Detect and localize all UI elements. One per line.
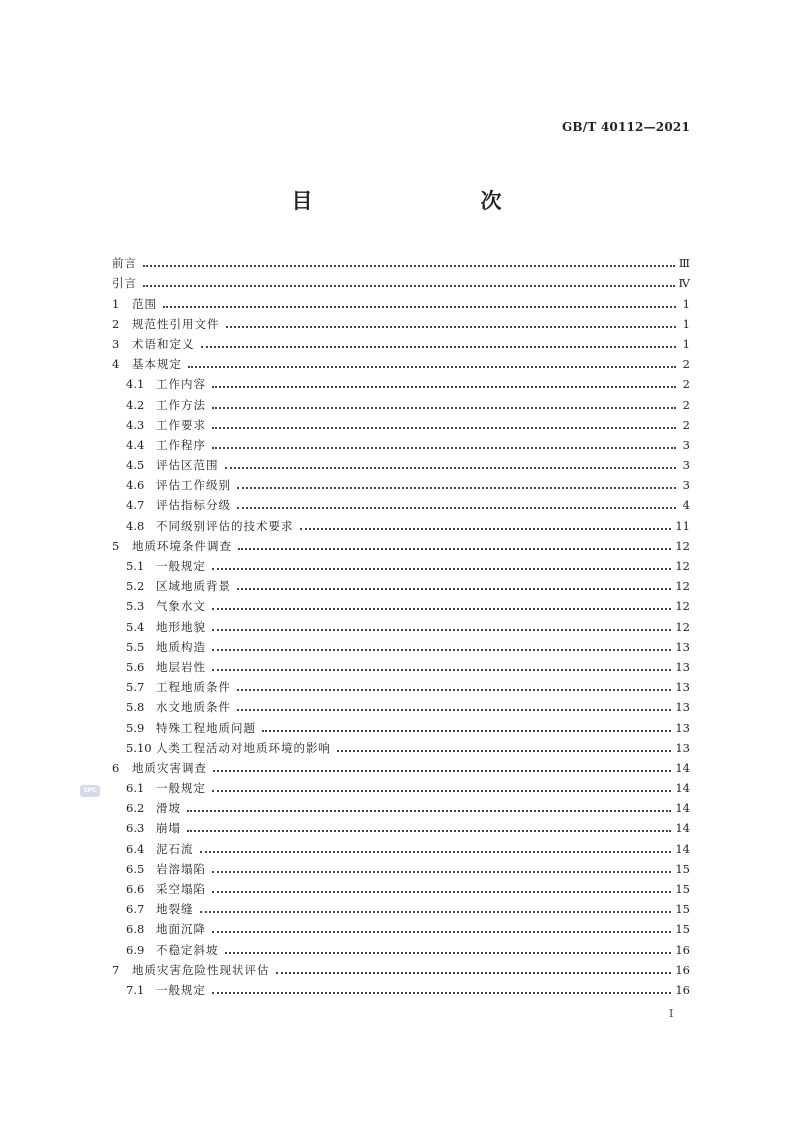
toc-leader-dots xyxy=(237,709,671,711)
toc-entry-number: 4 xyxy=(112,357,120,372)
toc-entry-label: 地裂缝 xyxy=(156,902,194,917)
toc-entry-page: 3 xyxy=(682,458,690,473)
toc-leader-dots xyxy=(212,992,671,994)
toc-entry-page: Ⅲ xyxy=(678,256,690,271)
toc-entry-number: 5.6 xyxy=(126,659,145,674)
toc-leader-dots xyxy=(188,366,676,368)
toc-entry-label: 规范性引用文件 xyxy=(132,316,220,331)
toc-entry[interactable] xyxy=(112,655,690,675)
toc-entry-number: 5.1 xyxy=(126,559,145,573)
toc-leader-dots xyxy=(187,830,671,832)
toc-entry-label: 基本规定 xyxy=(132,357,182,372)
toc-entry-page: 13 xyxy=(675,720,690,735)
toc-entry-page: 13 xyxy=(675,639,690,654)
toc-entry-number: 4.1 xyxy=(126,377,145,392)
toc-entry-number: 6 xyxy=(112,760,120,775)
toc-entry-label: 崩塌 xyxy=(156,821,181,836)
toc-entry-number: 7.1 xyxy=(126,982,145,997)
toc-entry-number: 4.8 xyxy=(126,518,145,533)
toc-entry-label: 一般规定 xyxy=(156,559,206,573)
toc-entry-page: 14 xyxy=(675,801,690,816)
toc-leader-dots xyxy=(212,790,671,792)
toc-leader-dots xyxy=(212,447,676,449)
toc-leader-dots xyxy=(237,487,676,489)
toc-entry-page: 2 xyxy=(682,357,690,372)
toc-entry-number: 5.7 xyxy=(126,680,145,695)
toc-entry-number: 5 xyxy=(112,538,120,553)
toc-entry-number: 6.2 xyxy=(126,801,145,816)
toc-entry[interactable] xyxy=(112,695,690,715)
standard-code: GB/T 40112—2021 xyxy=(561,120,690,134)
toc-entry-label: 一般规定 xyxy=(156,781,206,796)
toc-entry-number: 1 xyxy=(112,296,120,311)
toc-entry-page: 1 xyxy=(682,316,690,331)
toc-entry-page: 16 xyxy=(675,982,690,997)
toc-entry-label: 滑坡 xyxy=(156,801,181,816)
toc-entry-number: 5.4 xyxy=(126,619,145,634)
toc-entry[interactable] xyxy=(112,534,690,554)
toc-leader-dots xyxy=(225,952,672,954)
toc-entry-page: 2 xyxy=(682,417,690,432)
toc-entry[interactable] xyxy=(112,594,690,614)
toc-entry-page: 1 xyxy=(682,336,690,351)
toc-entry-number: 4.5 xyxy=(126,458,145,473)
toc-entry-page: 2 xyxy=(682,397,690,412)
toc-entry-label: 工作内容 xyxy=(156,377,206,392)
toc-entry-page: 12 xyxy=(675,599,690,614)
toc-entry-page: 1 xyxy=(682,296,690,311)
toc-leader-dots xyxy=(237,689,671,691)
toc-entry[interactable] xyxy=(112,776,690,796)
toc-leader-dots xyxy=(225,467,677,469)
toc-entry[interactable] xyxy=(112,433,690,453)
watermark-logo: SPC xyxy=(80,785,100,797)
toc-entry[interactable] xyxy=(112,857,690,877)
toc-entry-label: 工程地质条件 xyxy=(156,680,231,695)
toc-entry[interactable] xyxy=(112,332,690,352)
toc-entry[interactable] xyxy=(112,635,690,655)
toc-entry-number: 6.7 xyxy=(126,902,145,917)
toc-entry[interactable] xyxy=(112,574,690,594)
toc-entry-page: 13 xyxy=(675,700,690,715)
toc-leader-dots xyxy=(212,568,671,570)
toc-entry-page: 14 xyxy=(675,760,690,775)
toc-entry-number: 2 xyxy=(112,316,120,331)
toc-leader-dots xyxy=(212,931,671,933)
toc-leader-dots xyxy=(143,265,675,267)
toc-entry-label: 一般规定 xyxy=(156,982,206,997)
toc-leader-dots xyxy=(212,669,671,671)
toc-leader-dots xyxy=(212,608,671,610)
toc-leader-dots xyxy=(300,528,672,530)
toc-leader-dots xyxy=(213,770,671,772)
toc-leader-dots xyxy=(276,972,672,974)
toc-leader-dots xyxy=(212,407,676,409)
toc-entry-page: 12 xyxy=(675,538,690,553)
toc-entry-page: 14 xyxy=(675,821,690,836)
toc-entry-page: 16 xyxy=(675,942,690,957)
toc-leader-dots xyxy=(163,306,676,308)
toc-entry-number: 5.9 xyxy=(126,720,145,735)
toc-entry-number: 4.6 xyxy=(126,478,145,493)
toc-entry-label: 评估区范围 xyxy=(156,458,219,473)
toc-leader-dots xyxy=(200,851,672,853)
toc-entry-page: 12 xyxy=(675,559,690,573)
toc-entry[interactable] xyxy=(112,493,690,513)
toc-entry[interactable] xyxy=(112,453,690,473)
toc-entry-page: 15 xyxy=(675,882,690,896)
toc-entry[interactable] xyxy=(112,352,690,372)
toc-entry[interactable] xyxy=(112,614,690,634)
toc-entry[interactable] xyxy=(112,271,690,291)
toc-entry[interactable] xyxy=(112,796,690,816)
toc-entry-label: 引言 xyxy=(112,276,137,291)
toc-entry-number: 7 xyxy=(112,962,120,977)
toc-leader-dots xyxy=(212,386,676,388)
toc-entry-number: 5.8 xyxy=(126,700,145,715)
toc-entry-number: 6.6 xyxy=(126,882,145,896)
toc-entry-label: 采空塌陷 xyxy=(156,882,206,896)
toc-entry-number: 4.2 xyxy=(126,397,145,412)
toc-entry-label: 地层岩性 xyxy=(156,659,206,674)
toc-entry-page: 2 xyxy=(682,377,690,392)
toc-entry-page: 12 xyxy=(675,579,690,594)
toc-entry-label: 评估工作级别 xyxy=(156,478,231,493)
toc-entry-page: 3 xyxy=(682,478,690,493)
toc-entry-page: 13 xyxy=(675,740,690,755)
toc-entry-label: 不同级别评估的技术要求 xyxy=(156,518,294,533)
toc-leader-dots xyxy=(212,891,671,893)
toc-entry-label: 气象水文 xyxy=(156,599,206,614)
toc-entry-number: 5.10 xyxy=(126,740,152,755)
toc-entry-label: 特殊工程地质问题 xyxy=(156,720,256,735)
toc-entry-label: 地质灾害危险性现状评估 xyxy=(132,962,270,977)
toc-entry-page: 15 xyxy=(675,902,690,917)
toc-leader-dots xyxy=(212,427,676,429)
toc-entry-page: Ⅳ xyxy=(678,276,690,291)
toc-entry-page: 14 xyxy=(675,781,690,796)
toc-entry[interactable] xyxy=(112,756,690,776)
toc-entry-page: 13 xyxy=(675,680,690,695)
toc-entry[interactable] xyxy=(112,513,690,533)
toc-entry-number: 5.2 xyxy=(126,579,145,594)
toc-entry-label: 不稳定斜坡 xyxy=(156,942,219,957)
toc-entry-label: 范围 xyxy=(132,296,157,311)
toc-entry[interactable] xyxy=(112,312,690,332)
toc-entry-page: 4 xyxy=(682,498,690,513)
toc-entry-label: 地质灾害调查 xyxy=(132,760,207,775)
toc-leader-dots xyxy=(212,629,671,631)
toc-entry-page: 11 xyxy=(675,518,690,533)
toc-entry[interactable] xyxy=(112,897,690,917)
toc-entry[interactable] xyxy=(112,917,690,937)
toc-entry-number: 6.5 xyxy=(126,861,145,876)
toc-entry-label: 岩溶塌陷 xyxy=(156,861,206,876)
toc-entry-number: 6.9 xyxy=(126,942,145,957)
toc-entry-page: 12 xyxy=(675,619,690,634)
toc-entry[interactable] xyxy=(112,372,690,392)
toc-entry[interactable] xyxy=(112,675,690,695)
toc-leader-dots xyxy=(212,871,671,873)
toc-leader-dots xyxy=(237,507,676,509)
toc-entry-label: 地质构造 xyxy=(156,639,206,654)
toc-entry-number: 6.8 xyxy=(126,922,145,937)
toc-entry-label: 工作要求 xyxy=(156,417,206,432)
toc-entry[interactable] xyxy=(112,736,690,756)
toc-entry-number: 4.7 xyxy=(126,498,145,513)
toc-entry-number: 6.4 xyxy=(126,841,145,856)
toc-entry-label: 地质环境条件调查 xyxy=(132,538,232,553)
toc-entry[interactable] xyxy=(112,392,690,412)
toc-entry-number: 4.4 xyxy=(126,437,145,452)
toc-entry-page: 14 xyxy=(675,841,690,856)
toc-leader-dots xyxy=(226,326,677,328)
toc-entry[interactable] xyxy=(112,877,690,897)
toc-entry[interactable] xyxy=(112,836,690,856)
toc-leader-dots xyxy=(200,911,672,913)
toc-entry-page: 15 xyxy=(675,922,690,937)
toc-entry-label: 水文地质条件 xyxy=(156,700,231,715)
toc-entry[interactable] xyxy=(112,958,690,978)
toc-entry[interactable] xyxy=(112,251,690,271)
toc-leader-dots xyxy=(337,750,671,752)
page-title: 目 次 xyxy=(291,188,544,213)
toc-entry[interactable] xyxy=(112,937,690,957)
toc-entry-label: 区域地质背景 xyxy=(156,579,231,594)
toc-leader-dots xyxy=(262,730,671,732)
toc-entry-label: 工作方法 xyxy=(156,397,206,412)
toc-leader-dots xyxy=(212,649,671,651)
toc-entry[interactable] xyxy=(112,413,690,433)
toc-leader-dots xyxy=(143,285,675,287)
toc-leader-dots xyxy=(237,588,671,590)
toc-entry-page: 16 xyxy=(675,962,690,977)
toc-entry[interactable] xyxy=(112,715,690,735)
toc-entry[interactable] xyxy=(112,816,690,836)
toc-entry-page: 3 xyxy=(682,437,690,452)
toc-entry-label: 前言 xyxy=(112,256,137,271)
toc-entry[interactable] xyxy=(112,473,690,493)
toc-entry-number: 6.3 xyxy=(126,821,145,836)
toc-entry[interactable] xyxy=(112,291,690,311)
table-of-contents xyxy=(112,251,690,998)
toc-entry-page: 13 xyxy=(675,659,690,674)
toc-entry-label: 评估指标分级 xyxy=(156,498,231,513)
toc-leader-dots xyxy=(187,810,671,812)
toc-entry-number: 5.3 xyxy=(126,599,145,614)
toc-entry-page: 15 xyxy=(675,861,690,876)
toc-entry-label: 泥石流 xyxy=(156,841,194,856)
toc-leader-dots xyxy=(201,346,677,348)
toc-entry[interactable] xyxy=(112,554,690,574)
toc-entry-label: 人类工程活动对地质环境的影响 xyxy=(156,740,331,755)
page-number: I xyxy=(669,1007,674,1020)
toc-entry-number: 3 xyxy=(112,336,120,351)
toc-entry-label: 工作程序 xyxy=(156,437,206,452)
toc-entry-number: 4.3 xyxy=(126,417,145,432)
toc-entry-number: 5.5 xyxy=(126,639,145,654)
toc-entry-label: 地形地貌 xyxy=(156,619,206,634)
toc-leader-dots xyxy=(238,548,671,550)
toc-entry-number: 6.1 xyxy=(126,781,145,796)
toc-entry[interactable] xyxy=(112,978,690,998)
toc-entry-label: 地面沉降 xyxy=(156,922,206,937)
toc-entry-label: 术语和定义 xyxy=(132,336,195,351)
